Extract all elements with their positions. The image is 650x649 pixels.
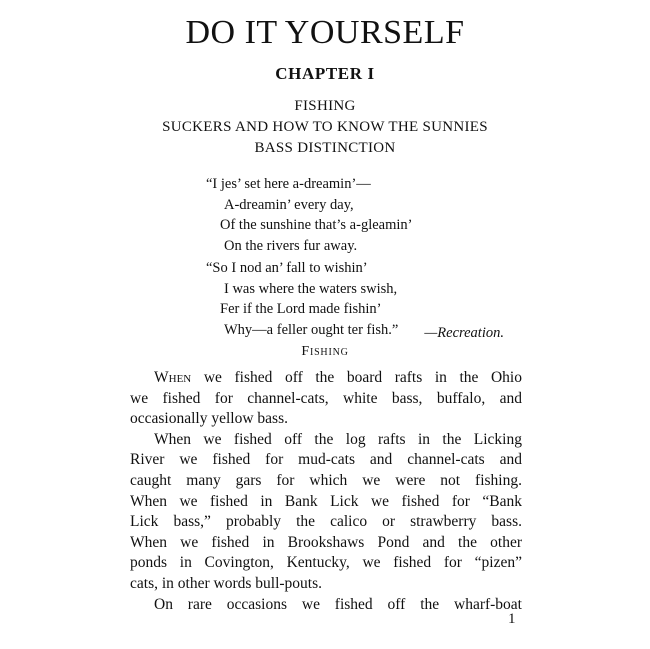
drop-word: When xyxy=(154,369,192,386)
book-title: DO IT YOURSELF xyxy=(185,14,465,51)
text-line: cats, in other words bull-pouts. xyxy=(130,574,323,592)
page-number: 1 xyxy=(508,611,516,627)
paragraph xyxy=(130,368,522,430)
paragraph xyxy=(130,595,522,616)
text-line: ponds in Covington, Kentucky, we fished for “pizen” xyxy=(130,554,522,572)
subheading: BASS DISTINCTION xyxy=(254,140,396,156)
poem-line: A-dreamin’ every day, xyxy=(224,196,354,213)
poem-line: Of the sunshine that’s a-gleamin’ xyxy=(220,217,413,233)
epigraph-poem xyxy=(206,174,526,342)
text-line: occasionally yellow bass. xyxy=(130,410,288,428)
poem-line: Why—a feller ought ter fish.” xyxy=(224,321,399,338)
poem-line: Fer if the Lord made fishin’ xyxy=(220,301,382,317)
text-line: When we fished off the log rafts in the Licking xyxy=(154,430,522,448)
chapter-heading: CHAPTER I xyxy=(275,64,375,83)
poem-line: “I jes’ set here a-dreamin’— xyxy=(206,176,371,192)
text-line: caught many gars for which we were not fishing. xyxy=(130,471,522,489)
text-line: we fished for channel-cats, white bass, buffalo, and xyxy=(130,389,522,407)
text-line: When we fished off the board rafts in the Ohio xyxy=(154,369,522,386)
text-line: River we fished for mud-cats and channel-cats and xyxy=(130,451,522,469)
subheading: SUCKERS AND HOW TO KNOW THE SUNNIES xyxy=(162,119,488,135)
text-line: When we fished in Bank Lick we fished for “Bank xyxy=(130,492,522,510)
poem-attribution: —Recreation. xyxy=(424,325,504,341)
subheading: FISHING xyxy=(294,98,356,114)
paragraph xyxy=(130,430,522,595)
section-title: Fishing xyxy=(301,344,349,359)
poem-line: “So I nod an’ fall to wishin’ xyxy=(206,260,368,276)
text-line: On rare occasions we fished off the wharf-boat xyxy=(154,595,522,613)
poem-line: On the rivers fur away. xyxy=(224,237,358,254)
text-line: Lick bass,” probably the calico or strawberry bass. xyxy=(130,513,522,531)
body-text xyxy=(130,368,522,615)
text-line: When we fished in Brookshaws Pond and the other xyxy=(130,533,522,551)
poem-stanza xyxy=(206,174,526,256)
chapter-subheadings xyxy=(0,96,650,159)
poem-line: I was where the waters swish, xyxy=(224,280,398,297)
